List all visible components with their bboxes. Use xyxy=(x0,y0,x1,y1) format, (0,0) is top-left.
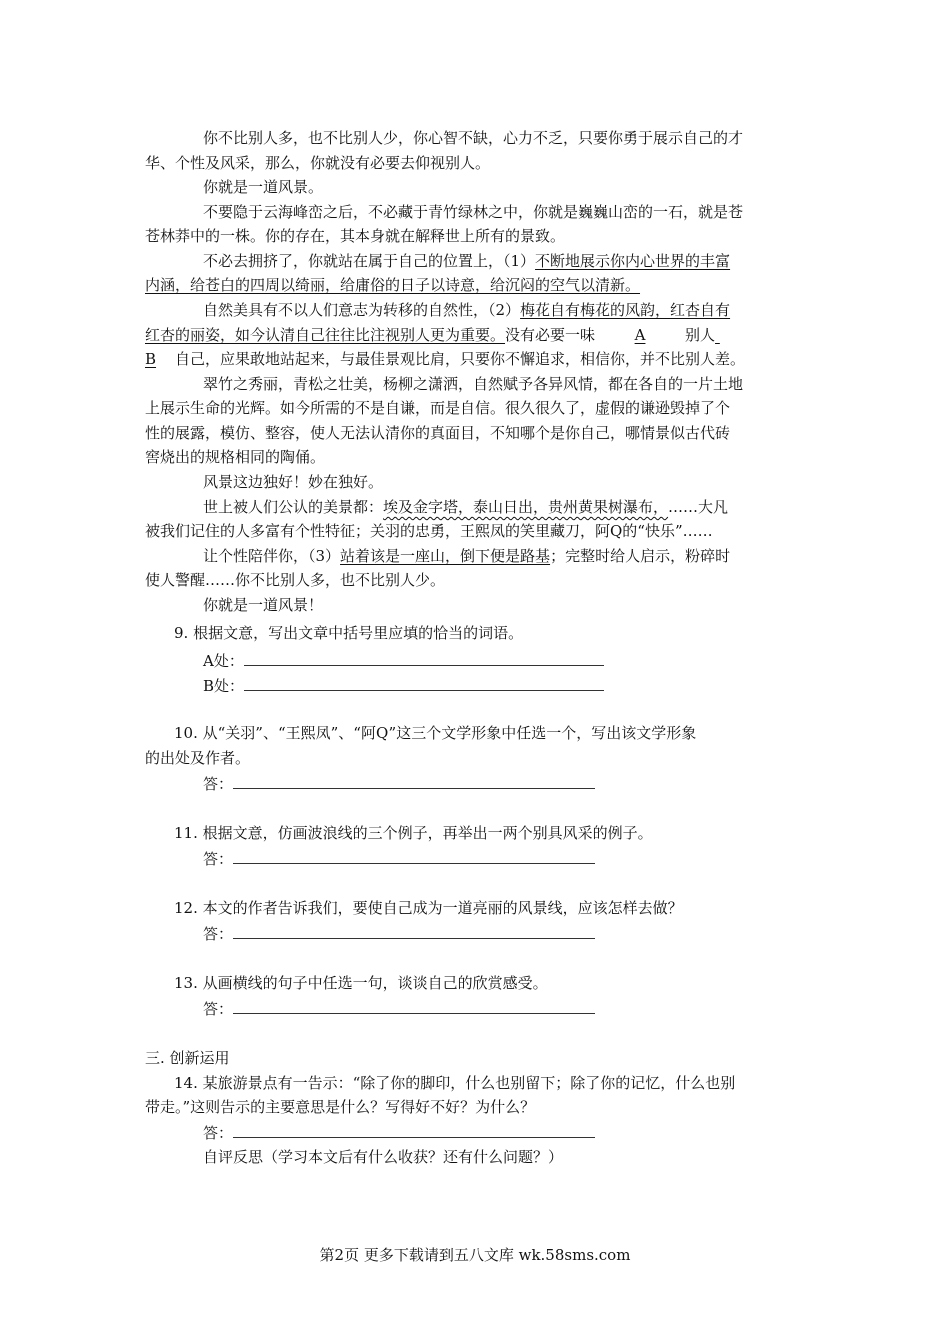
para-8-line-2: 被我们记住的人多富有个性特征；关羽的忠勇，王熙凤的笑里藏刀，阿Q的“快乐”…… xyxy=(145,522,713,540)
blank-b-start[interactable] xyxy=(715,325,745,345)
q12-answer-line[interactable] xyxy=(233,923,595,939)
para-6-line-2: 上展示生命的光辉。如今所需的不是自谦，而是自信。很久很久了，虚假的谦逊毁掉了个 xyxy=(145,399,731,417)
para-8-line-1 xyxy=(203,497,728,517)
blank-b[interactable]: B xyxy=(145,350,157,368)
question-14-line-2: 带走。”这则告示的主要意思是什么？写得好不好？为什么？ xyxy=(145,1098,536,1116)
para-2: 你就是一道风景。 xyxy=(203,178,324,196)
underlined-sentence-3: 站着该是一座山，倒下便是路基 xyxy=(340,547,551,565)
para-10: 你就是一道风景！ xyxy=(203,596,324,614)
para-1-line-1: 你不比别人多，也不比别人少，你心智不缺，心力不乏，只要你勇于展示自己的才 xyxy=(203,129,744,147)
answer-label: 答： xyxy=(203,775,234,793)
q11-answer-line[interactable] xyxy=(233,848,595,864)
underlined-sentence-2-start: 梅花自有梅花的风韵，红杏自有 xyxy=(520,301,731,319)
answer-label: 答： xyxy=(203,1000,234,1018)
q9-a-label: A处： xyxy=(203,652,244,670)
para-6-line-3: 性的展露，模仿、整容，使人无法认清你的真面目，不知哪个是你自己，哪情景似古代砖 xyxy=(145,424,731,442)
question-10-line-1: 10. 从“关羽”、“王熙凤”、“阿Q”这三个文学形象中任选一个，写出该文学形象 xyxy=(174,724,697,742)
page-footer: 第2页 更多下载请到五八文库 wk.58sms.com xyxy=(319,1246,631,1264)
section-3-heading: 三. 创新运用 xyxy=(145,1049,230,1067)
q9-a-answer-line[interactable] xyxy=(244,650,604,666)
answer-label: 答： xyxy=(203,850,234,868)
para-6-line-4: 窖烧出的规格相同的陶俑。 xyxy=(145,448,326,466)
para-5-line-2 xyxy=(145,325,745,345)
question-12: 12. 本文的作者告诉我们，要使自己成为一道亮丽的风景线，应该怎样去做？ xyxy=(174,899,683,917)
underlined-sentence-1-start: 不断地展示你内心世界的丰富 xyxy=(535,252,731,270)
question-14-line-1: 14. 某旅游景点有一告示：“除了你的脚印，什么也别留下；除了你的记忆，什么也别 xyxy=(174,1074,736,1092)
para-5-line-3 xyxy=(145,349,745,369)
para-3-line-2: 苍林莽中的一株。你的存在，其本身就在解释世上所有的景致。 xyxy=(145,227,566,245)
para-1-line-2: 华、个性及风采，那么，你就没有必要去仰视别人。 xyxy=(145,154,491,172)
question-11: 11. 根据文意，仿画波浪线的三个例子，再举出一两个别具风采的例子。 xyxy=(174,824,653,842)
para-4-line-2 xyxy=(145,275,640,295)
para-9-text-2: ；完整时给人启示，粉碎时 xyxy=(550,547,731,565)
para-5-line-1 xyxy=(203,300,730,320)
q14-answer-line[interactable] xyxy=(233,1122,595,1138)
para-7: 风景这边独好！妙在独好。 xyxy=(203,473,384,491)
q9-b-answer-line[interactable] xyxy=(244,675,604,691)
para-3-line-1: 不要隐于云海峰峦之后，不必藏于青竹绿林之中，你就是巍巍山峦的一石，就是苍 xyxy=(203,203,744,221)
para-5-text-3: 别人 xyxy=(685,326,716,344)
para-8-text-2: ……大凡 xyxy=(668,498,729,516)
underlined-sentence-2-end: 红杏的丽姿，如今认清自己往往比注视别人更为重要。 xyxy=(145,326,506,344)
para-8-text: 世上被人们公认的美景都： xyxy=(203,498,384,516)
para-4-line-1 xyxy=(203,251,730,271)
blank-a[interactable]: A xyxy=(634,326,646,344)
para-4-text: 不必去拥挤了，你就站在属于自己的位置上，（1） xyxy=(203,252,536,270)
answer-label: 答： xyxy=(203,1124,234,1142)
q10-answer xyxy=(203,773,595,793)
q9-b-label: B处： xyxy=(203,677,245,695)
q13-answer xyxy=(203,998,595,1018)
answer-label: 答： xyxy=(203,925,234,943)
para-9-line-1 xyxy=(203,546,730,566)
question-9: 9. 根据文意，写出文章中括号里应填的恰当的词语。 xyxy=(174,624,524,642)
q14-answer xyxy=(203,1122,595,1142)
underlined-sentence-1-end: 内涵，给苍白的四周以绮丽，给庸俗的日子以诗意，给沉闷的空气以清新。 xyxy=(145,276,641,294)
self-review: 自评反思（学习本文后有什么收获？还有什么问题？） xyxy=(203,1148,564,1166)
q9-answer-a xyxy=(203,650,604,670)
wavy-examples: 埃及金字塔，泰山日出，贵州黄果树瀑布， xyxy=(383,498,669,516)
q10-answer-line[interactable] xyxy=(233,773,595,789)
para-9-line-2: 使人警醒……你不比别人多，也不比别人少。 xyxy=(145,571,446,589)
q12-answer xyxy=(203,923,595,943)
q11-answer xyxy=(203,848,595,868)
para-6-line-1: 翠竹之秀丽，青松之壮美，杨柳之潇洒，自然赋予各异风情，都在各自的一片土地 xyxy=(203,375,744,393)
para-9-text: 让个性陪伴你，（3） xyxy=(203,547,341,565)
para-5-text-2: 没有必要一味 xyxy=(505,326,596,344)
para-5-text: 自然美具有不以人们意志为转移的自然性，（2） xyxy=(203,301,521,319)
q13-answer-line[interactable] xyxy=(233,998,595,1014)
question-10-line-2: 的出处及作者。 xyxy=(145,749,251,767)
para-5-text-4: 自己，应果敢地站起来，与最佳景观比肩，只要你不懈追求，相信你，并不比别人差。 xyxy=(175,350,746,368)
q9-answer-b xyxy=(203,675,604,695)
question-13: 13. 从画横线的句子中任选一句，谈谈自己的欣赏感受。 xyxy=(174,974,548,992)
